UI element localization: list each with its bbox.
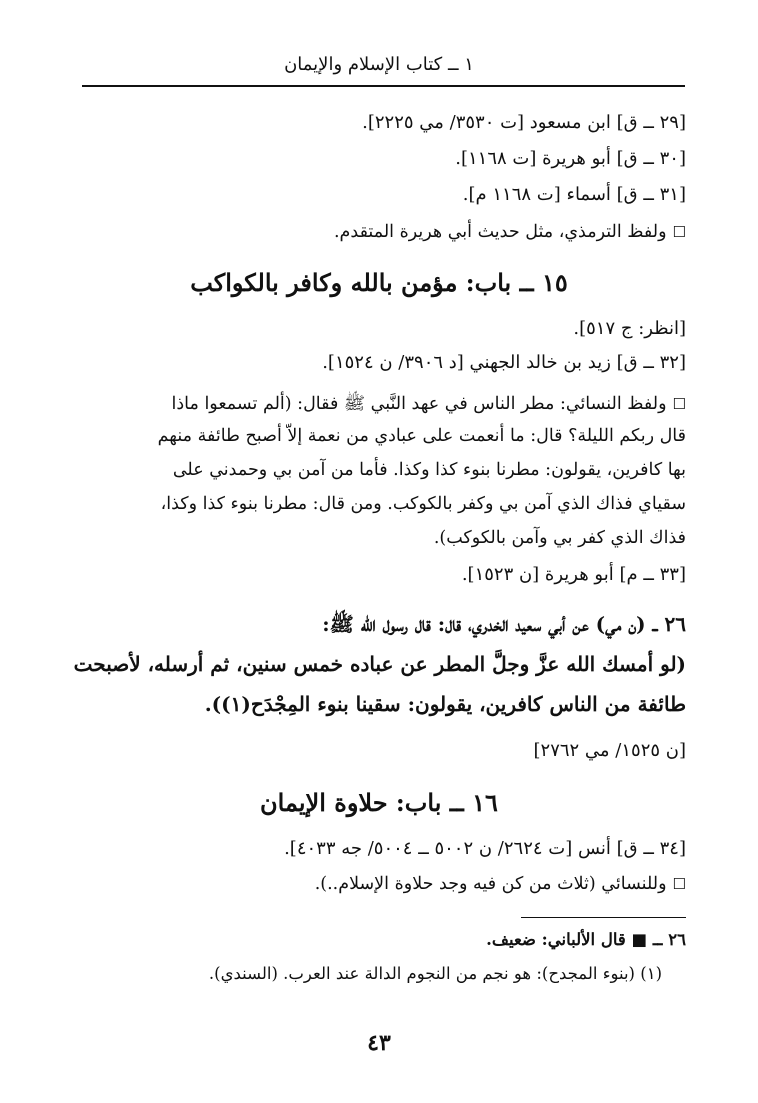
note-tirmidhi	[334, 222, 686, 242]
running-head: ١ ــ كتاب الإسلام والإيمان	[284, 54, 474, 75]
hadith-26-line-3: طائفة من الناس كافرين، يقولون: سقينا بنوء المِجْدَح(١)).	[204, 692, 686, 716]
note-text: ولفظ الترمذي، مثل حديث أبي هريرة المتقدم.	[333, 222, 667, 242]
albani-grading: ٢٦ ــ ■ قال الألباني: ضعيف.	[486, 930, 686, 949]
nasai-text-1: ولفظ النسائي: مطر الناس في عهد النَّبي ﷺ فقال: (ألم تسمعوا ماذا	[171, 394, 667, 414]
header-rule	[82, 85, 685, 87]
nasai-line-5: فذاك الذي كفر بي وآمن بالكوكب).	[433, 528, 686, 548]
ref-33: [٣٣ ــ م] أبو هريرة [ن ١٥٢٣].	[461, 564, 686, 585]
hadith-26-line-1: ٢٦ ــ (ن مي) عن أبي سعيد الخدري، قال: قال رسول الله ﷺ:	[322, 612, 686, 636]
hadith-26-ref: [ن ١٥٢٥/ مي ٢٧٦٢]	[533, 740, 686, 761]
ref-34: [٣٤ ــ ق] أنس [ت ٢٦٢٤/ ن ٥٠٠٢ ــ ٥٠٠٤/ جه ٤٠٣٣].	[284, 838, 686, 859]
box-icon: ☐	[672, 395, 686, 413]
footnote-1: (١) (بنوء المجدح): هو نجم من النجوم الدالة عند العرب. (السندي).	[208, 964, 662, 983]
note-nasai-text: وللنسائي (ثلاث من كن فيه وجد حلاوة الإسلام..).	[314, 874, 667, 894]
box-icon: ☐	[672, 875, 686, 893]
page-number: ٤٣	[367, 1030, 391, 1056]
ref-32: [٣٢ ــ ق] زيد بن خالد الجهني [د ٣٩٠٦/ ن ١٥٢٤].	[322, 352, 686, 373]
note-nasai	[315, 874, 686, 894]
ref-31: [٣١ ــ ق] أسماء [ت ١١٦٨ م].	[462, 184, 686, 205]
footnote-rule	[521, 917, 686, 918]
chapter-15-heading: ١٥ ــ باب: مؤمن بالله وكافر بالكواكب	[190, 268, 568, 297]
nasai-line-1	[172, 392, 686, 418]
hadith-26-line-2: (لو أمسك الله عزَّ وجلَّ المطر عن عباده خمس سنين، ثم أرسله، لأصبحت	[73, 652, 686, 676]
ref-29: [٢٩ ــ ق] ابن مسعود [ت ٣٥٣٠/ مي ٢٢٢٥].	[362, 112, 686, 133]
nasai-line-3: بها كافرين، يقولون: مطرنا بنوء كذا وكذا. فأما من آمن بي وحمدني على	[172, 460, 686, 480]
see-reference: [انظر: ج ٥١٧].	[573, 318, 686, 339]
nasai-line-4: سقياي فذاك الذي آمن بي وكفر بالكوكب. ومن قال: مطرنا بنوء كذا وكذا،	[160, 494, 686, 514]
box-icon: ☐	[672, 223, 686, 241]
nasai-line-2: قال ربكم الليلة؟ قال: ما أنعمت على عبادي من نعمة إلاّ أصبح طائفة منهم	[157, 426, 686, 446]
ref-30: [٣٠ ــ ق] أبو هريرة [ت ١١٦٨].	[455, 148, 686, 169]
chapter-16-heading: ١٦ ــ باب: حلاوة الإيمان	[260, 788, 498, 817]
